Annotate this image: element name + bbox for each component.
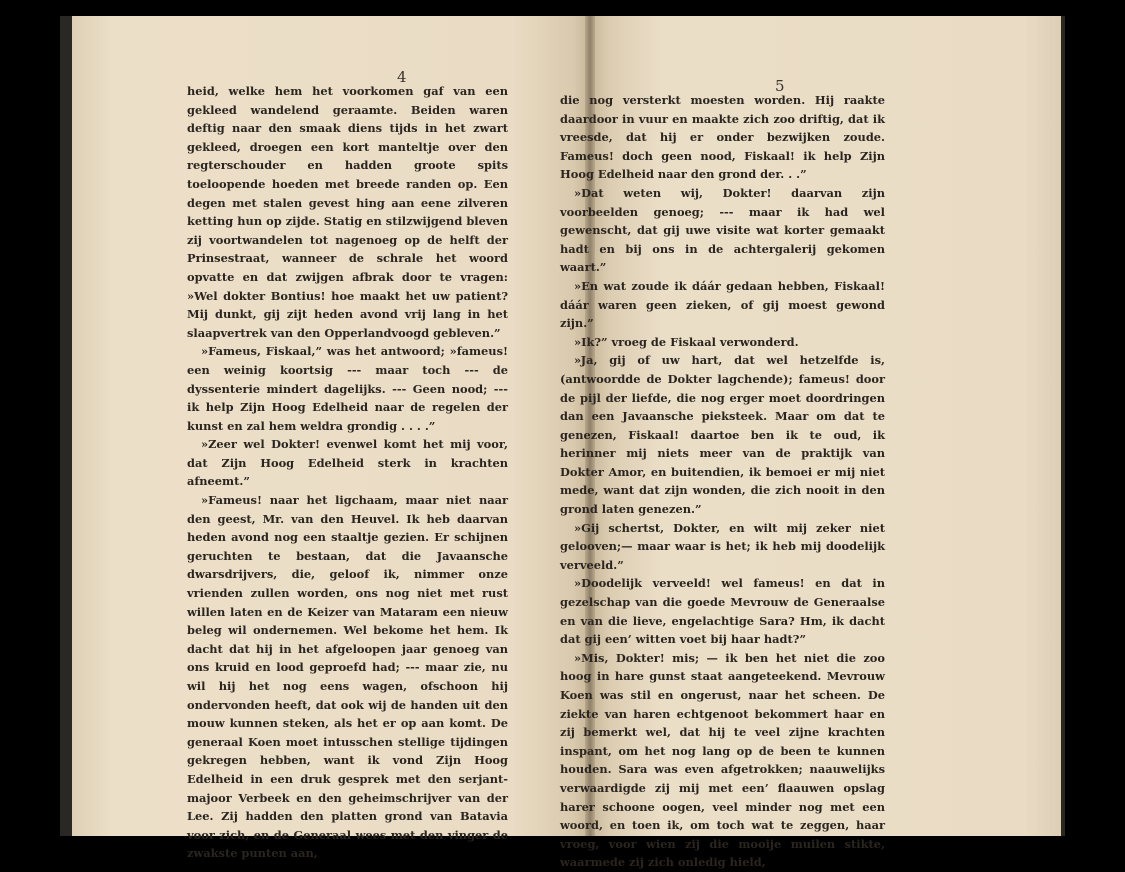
- paragraph: »Mis, Dokter! mis; — ik ben het niet die zoo hoog in hare gunst staat aangeteekend. Mevrouw Koen was stil en ongerust, naar het scheen. De ziekte van haren echtgenoot bekommert haar en zij bemerkt wel, dat hij te veel zijne krachten inspant, om het nog lang op de been te kunnen houden. Sara was even afgetrokken; naauwelijks verwaardigde zij mij met een’ flaauwen opslag harer schoone oogen, veel minder nog met een woord, en toen ik, om toch wat te zeggen, haar vroeg, voor wien zij die mooije muilen stikte, waarmede zij zich onledig hield,: [560, 650, 885, 870]
- paragraph: »En wat zoude ik dáár gedaan hebben, Fiskaal! dáár waren geen zieken, of gij moest gewond zijn.”: [560, 278, 885, 331]
- paragraph: »Dat weten wij, Dokter! daarvan zijn voorbeelden genoeg; --- maar ik had wel gewenscht, dat gij uwe visite wat korter gemaakt hadt en bij ons in de achtergalerij gekomen waart.”: [560, 185, 885, 275]
- paragraph: »Fameus! naar het ligchaam, maar niet naar den geest, Mr. van den Heuvel. Ik heb daarvan heden avond nog een staaltje gezien. Er schijnen geruchten te bestaan, dat die Javaansche dwarsdrijvers, die, geloof ik, nimmer onze vrienden zullen worden, ons nog niet met rust willen laten en de Keizer van Mataram een nieuw beleg wil ondernemen. Wel bekome het hem. Ik dacht dat hij in het afgeloopen jaar genoeg van ons kruid en lood geproefd had; --- maar zie, nu wil hij het nog eens wagen, ofschoon hij ondervonden heeft, dat ook wij de handen uit den mouw kunnen steken, als het er op aan komt. De generaal Koen moet intusschen stellige tijdingen gekregen hebben, want ik vond Zijn Hoog Edelheid in een druk gesprek met den serjant-majoor Verbeek en den geheimschrijver van der Lee. Zij hadden den platten grond van Batavia voor zich, en de Generaal wees met den vinger de zwakste punten aan,: [187, 493, 508, 861]
- paragraph: »Ja, gij of uw hart, dat wel hetzelfde is, (antwoordde de Dokter lagchende); fameus! door de pijl der liefde, die nog erger moet doordringen dan een Javaansche pieksteek. Maar om dat te genezen, Fiskaal! daartoe ben ik te oud, ik herinner mij niets meer van de praktijk van Dokter Amor, en buitendien, ik bemoei er mij niet mede, want dat zijn wonden, die zich nooit in den grond laten genezen.”: [560, 353, 885, 517]
- left-page-text: [187, 82, 508, 863]
- paragraph: »Doodelijk verveeld! wel fameus! en dat in gezelschap van die goede Mevrouw de Generaalse en van die lieve, engelachtige Sara? Hm, ik dacht dat gij een’ witten voet bij haar hadt?”: [560, 576, 885, 647]
- paragraph: »Fameus, Fiskaal,” was het antwoord; »fameus! een weinig koortsig --- maar toch --- de dyssenterie mindert dagelijks. --- Geen nood; --- ik help Zijn Hoog Edelheid naar de regelen der kunst en zal hem weldra grondig . . . .”: [187, 344, 508, 433]
- page-number-left: 4: [397, 68, 407, 86]
- right-page-text: [560, 91, 885, 872]
- paragraph: die nog versterkt moesten worden. Hij raakte daardoor in vuur en maakte zich zoo driftig, dat ik vreesde, dat hij er onder bezwijken zoude. Fameus! doch geen nood, Fiskaal! ik help Zijn Hoog Edelheid naar den grond der. . .”: [560, 93, 885, 182]
- paragraph: »Gij schertst, Dokter, en wilt mij zeker niet gelooven;— maar waar is het; ik heb mij doodelijk verveeld.”: [560, 520, 885, 572]
- paragraph: »Zeer wel Dokter! evenwel komt het mij voor, dat Zijn Hoog Edelheid sterk in krachten afneemt.”: [187, 437, 508, 489]
- paragraph: »Ik?” vroeg de Fiskaal verwonderd.: [574, 334, 799, 349]
- page-number-right: 5: [775, 77, 785, 95]
- paragraph: heid, welke hem het voorkomen gaf van een gekleed wandelend geraamte. Beiden waren deftig naar den smaak diens tijds in het zwart gekleed, droegen een kort manteltje over den regterschouder en hadden groote spits toeloopende hoeden met breede randen op. Een degen met stalen gevest hing aan eene zilveren ketting hun op zijde. Statig en stilzwijgend bleven zij voortwandelen tot nagenoeg op de helft der Prinsestraat, wanneer de schrale het woord opvatte en dat zwijgen afbrak door te vragen: »Wel dokter Bontius! hoe maakt het uw patient? Mij dunkt, gij zijt heden avond vrij lang in het slaapvertrek van den Opperlandvoogd gebleven.”: [187, 84, 508, 340]
